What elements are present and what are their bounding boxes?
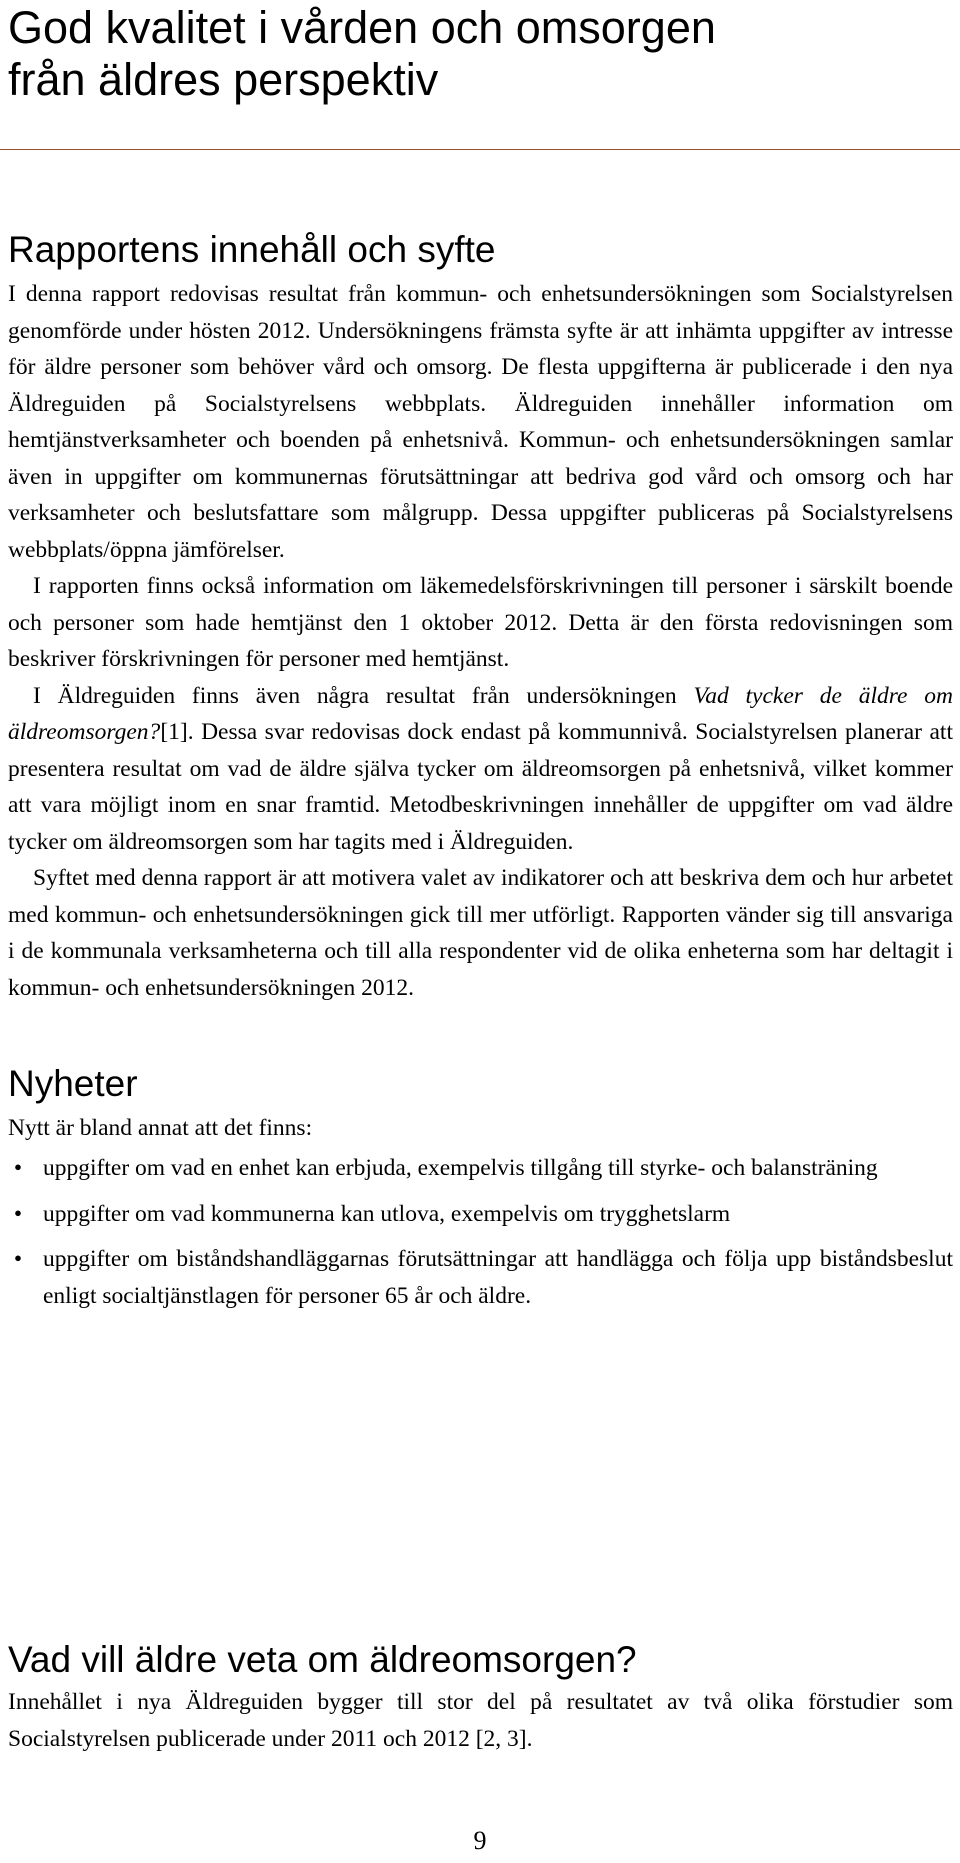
- paragraph-text: [1]. Dessa svar redovisas dock endast på kommunnivå. Socialstyrelsen planerar att presentera resultat om vad de äldre själva tycker om äldreomsorgen på enhetsnivå, vilket kommer att vara möjligt inom en snar framtid. Metodbeskrivningen innehåller de uppgifter om vad äldre tycker om äldreomsorgen som har tagits med i Äldreguiden.: [8, 719, 953, 855]
- paragraph: [8, 678, 953, 861]
- nyheter-intro: [8, 1110, 953, 1147]
- title-line-1: God kvalitet i vården och omsorgen: [8, 2, 716, 53]
- paragraph-text: I Äldreguiden finns även några resultat från undersökningen: [33, 682, 694, 709]
- list-item-text: uppgifter om vad en enhet kan erbjuda, exempelvis tillgång till styrke- och balansträning: [43, 1155, 878, 1181]
- section-heading-rapportens-innehall: Rapportens innehåll och syfte: [8, 229, 496, 270]
- title-line-2: från äldres perspektiv: [8, 54, 439, 105]
- list-item: [8, 1150, 953, 1187]
- nyheter-list: [8, 1150, 953, 1323]
- list-item: [8, 1196, 953, 1233]
- page-title: [8, 2, 948, 106]
- title-divider: [0, 149, 960, 150]
- list-item-text: uppgifter om vad kommunerna kan utlova, exempelvis om trygghetslarm: [43, 1200, 731, 1227]
- paragraph: I rapporten finns också information om läkemedelsförskrivningen till personer i särskilt boende och personer som hade hemtjänst den 1 oktober 2012. Detta är den första redovisningen som beskriver förskrivningen för personer med hemtjänst.: [8, 573, 953, 672]
- bullet-icon: •: [13, 1200, 23, 1227]
- page-number: 9: [473, 1826, 487, 1855]
- section-heading-vad-vill-aldre: Vad vill äldre veta om äldreomsorgen?: [8, 1639, 637, 1680]
- bullet-icon: •: [13, 1155, 23, 1181]
- paragraph: Nytt är bland annat att det finns:: [8, 1115, 313, 1141]
- section-body-vad-vill-aldre: [8, 1684, 953, 1757]
- section-body-rapportens-innehall: [8, 276, 953, 1006]
- paragraph: I denna rapport redovisas resultat från kommun- och enhetsundersökningen som Socialstyrelsen genomförde under hösten 2012. Undersökningens främsta syfte är att inhämta uppgifter av intresse för äldre personer som behöver vård och omsorg. De flesta uppgifterna är publicerade i den nya Äldreguiden på Socialstyrelsens webbplats. Äldreguiden innehåller information om hemtjänstverksamheter och boenden på enhetsnivå. Kommun- och enhetsundersökningen samlar även in uppgifter om kommunernas förutsättningar att bedriva god vård och omsorg och har verksamheter och beslutsfattare som målgrupp. Dessa uppgifter publiceras på Socialstyrelsens webbplats/öppna jämförelser.: [8, 281, 953, 563]
- paragraph: Innehållet i nya Äldreguiden bygger till stor del på resultatet av två olika förstudier som Socialstyrelsen publicerade under 2011 och 2012 [2, 3].: [8, 1689, 953, 1752]
- list-item: [8, 1241, 953, 1314]
- bullet-icon: •: [13, 1246, 23, 1272]
- list-item-text: uppgifter om biståndshandläggarnas förutsättningar att handlägga och följa upp biståndsbeslut enligt socialtjänstlagen för personer 65 år och äldre.: [43, 1246, 953, 1309]
- report-title-italic: Vad tycker de äldre om äldreomsorgen?: [8, 682, 954, 745]
- paragraph: Syftet med denna rapport är att motivera valet av indikatorer och att beskriva dem och hur arbetet med kommun- och enhetsundersökningen gick till mer utförligt. Rapporten vänder sig till ansvariga i de kommunala verksamheterna och till alla respondenter vid de olika enheterna som har deltagit i kommun- och enhetsundersökningen 2012.: [8, 865, 953, 1001]
- section-heading-nyheter: Nyheter: [8, 1063, 138, 1104]
